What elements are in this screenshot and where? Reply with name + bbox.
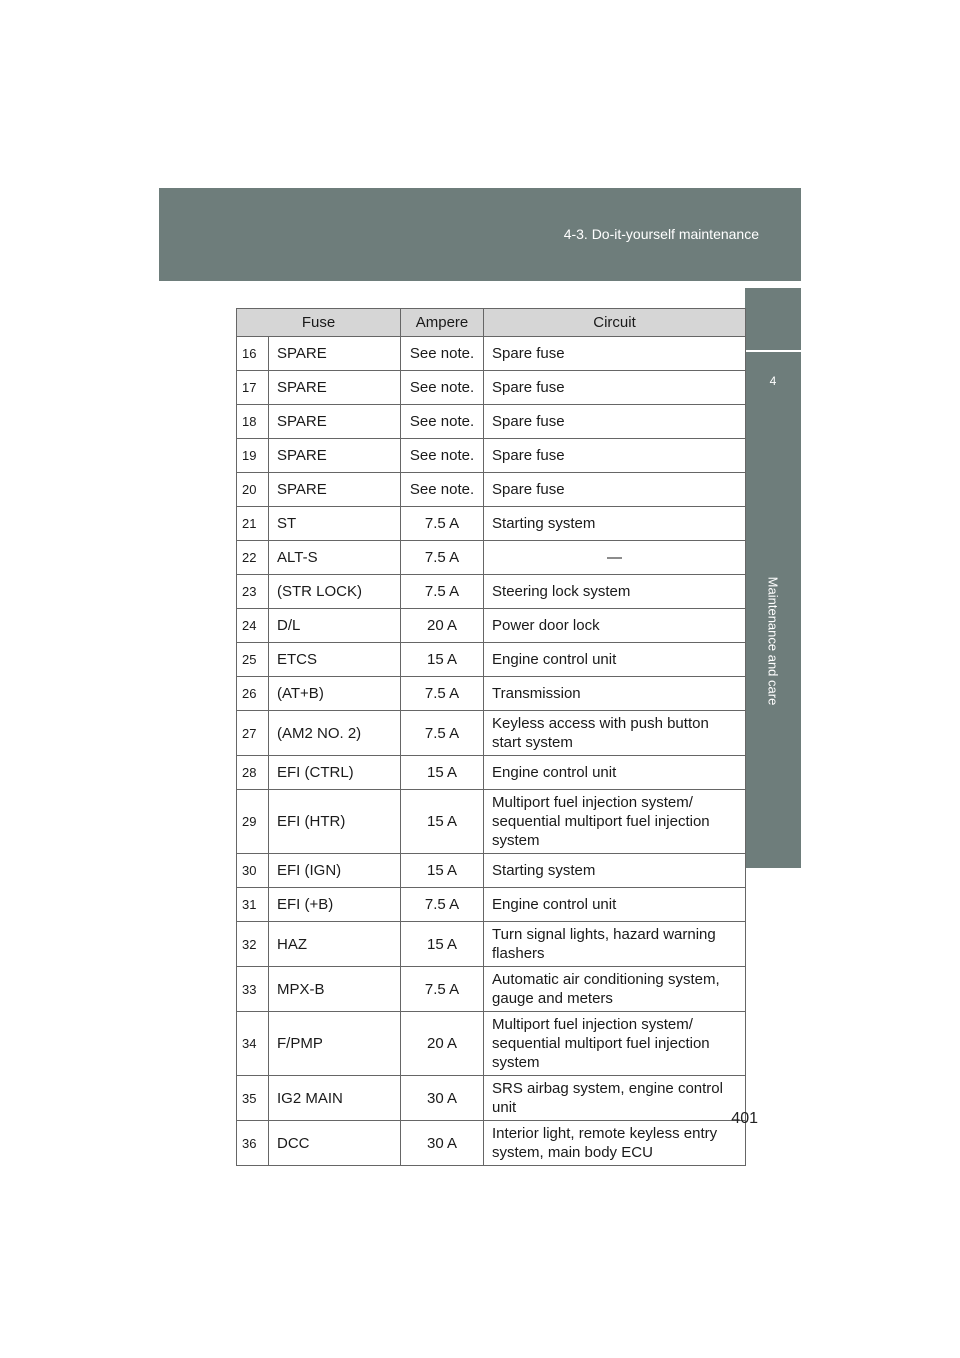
fuse-ampere: 15 A	[401, 643, 484, 677]
fuse-number: 19	[237, 439, 269, 473]
fuse-circuit: Engine control unit	[484, 756, 746, 790]
fuse-ampere: 15 A	[401, 790, 484, 854]
fuse-ampere: See note.	[401, 371, 484, 405]
table-row	[237, 337, 746, 371]
fuse-ampere: 7.5 A	[401, 888, 484, 922]
fuse-circuit: Power door lock	[484, 609, 746, 643]
fuse-ampere: 7.5 A	[401, 967, 484, 1012]
header-fuse: Fuse	[237, 309, 401, 337]
fuse-name: SPARE	[269, 371, 401, 405]
fuse-number: 24	[237, 609, 269, 643]
page-number: 401	[731, 1110, 758, 1127]
fuse-number: 26	[237, 677, 269, 711]
header-circuit: Circuit	[484, 309, 746, 337]
side-tab-divider	[745, 350, 801, 352]
fuse-ampere: 20 A	[401, 1012, 484, 1076]
fuse-ampere: 7.5 A	[401, 711, 484, 756]
table-row	[237, 643, 746, 677]
fuse-rows	[237, 337, 746, 1166]
table-header-row	[237, 309, 746, 337]
fuse-name: F/PMP	[269, 1012, 401, 1076]
fuse-number: 29	[237, 790, 269, 854]
fuse-name: SPARE	[269, 439, 401, 473]
table-row	[237, 1076, 746, 1121]
fuse-table	[236, 308, 746, 1166]
fuse-circuit: Spare fuse	[484, 371, 746, 405]
fuse-circuit: Interior light, remote keyless entry system, main body ECU	[484, 1121, 746, 1166]
fuse-ampere: See note.	[401, 473, 484, 507]
side-tab-top	[745, 288, 801, 350]
fuse-number: 22	[237, 541, 269, 575]
fuse-circuit: Multiport fuel injection system/ sequential multiport fuel injection system	[484, 790, 746, 854]
fuse-name: ST	[269, 507, 401, 541]
fuse-ampere: 30 A	[401, 1121, 484, 1166]
fuse-number: 17	[237, 371, 269, 405]
fuse-circuit: —	[484, 541, 746, 575]
fuse-name: EFI (CTRL)	[269, 756, 401, 790]
fuse-ampere: See note.	[401, 439, 484, 473]
fuse-number: 33	[237, 967, 269, 1012]
fuse-ampere: 7.5 A	[401, 677, 484, 711]
fuse-circuit: Spare fuse	[484, 473, 746, 507]
table-row	[237, 922, 746, 967]
fuse-circuit: Spare fuse	[484, 405, 746, 439]
fuse-circuit: Spare fuse	[484, 439, 746, 473]
table-row	[237, 677, 746, 711]
fuse-ampere: See note.	[401, 337, 484, 371]
fuse-ampere: 20 A	[401, 609, 484, 643]
fuse-name: IG2 MAIN	[269, 1076, 401, 1121]
fuse-number: 27	[237, 711, 269, 756]
table-row	[237, 609, 746, 643]
fuse-number: 21	[237, 507, 269, 541]
fuse-name: D/L	[269, 609, 401, 643]
table-row	[237, 967, 746, 1012]
fuse-ampere: 7.5 A	[401, 507, 484, 541]
chapter-number-tab: 4	[745, 350, 801, 413]
fuse-name: SPARE	[269, 337, 401, 371]
fuse-number: 30	[237, 854, 269, 888]
fuse-name: DCC	[269, 1121, 401, 1166]
fuse-circuit: Transmission	[484, 677, 746, 711]
fuse-ampere: 7.5 A	[401, 541, 484, 575]
fuse-ampere: 15 A	[401, 922, 484, 967]
fuse-ampere: 15 A	[401, 854, 484, 888]
table-row	[237, 371, 746, 405]
fuse-circuit: Engine control unit	[484, 643, 746, 677]
fuse-ampere: 15 A	[401, 756, 484, 790]
table-row	[237, 756, 746, 790]
fuse-number: 35	[237, 1076, 269, 1121]
fuse-number: 20	[237, 473, 269, 507]
fuse-number: 16	[237, 337, 269, 371]
fuse-name: (AM2 NO. 2)	[269, 711, 401, 756]
fuse-name: EFI (HTR)	[269, 790, 401, 854]
fuse-number: 34	[237, 1012, 269, 1076]
fuse-number: 32	[237, 922, 269, 967]
fuse-number: 25	[237, 643, 269, 677]
fuse-circuit: Steering lock system	[484, 575, 746, 609]
fuse-number: 31	[237, 888, 269, 922]
fuse-circuit: SRS airbag system, engine control unit	[484, 1076, 746, 1121]
table-row	[237, 1012, 746, 1076]
fuse-name: (AT+B)	[269, 677, 401, 711]
fuse-number: 36	[237, 1121, 269, 1166]
fuse-number: 23	[237, 575, 269, 609]
fuse-number: 18	[237, 405, 269, 439]
fuse-circuit: Engine control unit	[484, 888, 746, 922]
header-ampere: Ampere	[401, 309, 484, 337]
fuse-name: EFI (IGN)	[269, 854, 401, 888]
fuse-name: SPARE	[269, 473, 401, 507]
table-row	[237, 405, 746, 439]
fuse-circuit: Turn signal lights, hazard warning flashers	[484, 922, 746, 967]
fuse-circuit: Automatic air conditioning system, gauge and meters	[484, 967, 746, 1012]
fuse-name: ALT-S	[269, 541, 401, 575]
fuse-name: (STR LOCK)	[269, 575, 401, 609]
table-row	[237, 711, 746, 756]
table-row	[237, 1121, 746, 1166]
table-row	[237, 541, 746, 575]
fuse-name: EFI (+B)	[269, 888, 401, 922]
table-row	[237, 439, 746, 473]
chapter-label-tab	[745, 413, 801, 868]
header-band	[159, 188, 801, 281]
fuse-circuit: Multiport fuel injection system/ sequential multiport fuel injection system	[484, 1012, 746, 1076]
fuse-circuit: Spare fuse	[484, 337, 746, 371]
section-title: 4-3. Do-it-yourself maintenance	[563, 226, 759, 242]
fuse-circuit: Starting system	[484, 854, 746, 888]
table-row	[237, 888, 746, 922]
fuse-name: SPARE	[269, 405, 401, 439]
table-row	[237, 473, 746, 507]
fuse-circuit: Starting system	[484, 507, 746, 541]
chapter-label: Maintenance and care	[765, 576, 781, 705]
fuse-circuit: Keyless access with push button start system	[484, 711, 746, 756]
table-row	[237, 575, 746, 609]
fuse-ampere: 7.5 A	[401, 575, 484, 609]
table-row	[237, 507, 746, 541]
fuse-name: MPX-B	[269, 967, 401, 1012]
fuse-name: ETCS	[269, 643, 401, 677]
fuse-name: HAZ	[269, 922, 401, 967]
table-row	[237, 854, 746, 888]
fuse-ampere: See note.	[401, 405, 484, 439]
fuse-ampere: 30 A	[401, 1076, 484, 1121]
fuse-number: 28	[237, 756, 269, 790]
table-row	[237, 790, 746, 854]
